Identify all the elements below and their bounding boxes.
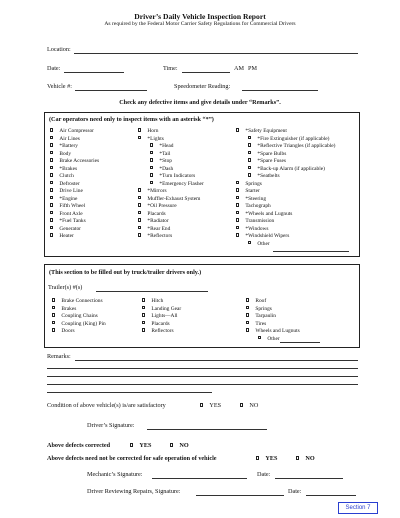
checkbox-icon[interactable] [50, 143, 53, 146]
remarks-line-3[interactable] [47, 376, 358, 377]
checkbox-icon[interactable] [150, 166, 153, 169]
checkbox-icon[interactable] [142, 306, 145, 309]
checklist-item[interactable] [248, 143, 335, 150]
checkbox-icon[interactable] [236, 203, 239, 206]
checkbox-icon[interactable] [50, 181, 53, 184]
checkbox-icon[interactable] [256, 456, 259, 459]
checkbox-icon[interactable] [236, 218, 239, 221]
checklist-item[interactable] [138, 136, 164, 143]
not-corrected-yes-option[interactable]: YES [256, 455, 277, 462]
checkbox-icon[interactable] [246, 313, 249, 316]
checklist-item[interactable] [52, 321, 106, 328]
time-label: Time: [163, 65, 178, 72]
checklist-item-label: Springs [255, 305, 272, 312]
checklist-item-label: Defroster [59, 180, 80, 187]
checkbox-icon[interactable] [142, 328, 145, 331]
checkbox-icon[interactable] [138, 211, 141, 214]
checkbox-icon[interactable] [150, 151, 153, 154]
checklist-item[interactable] [52, 313, 98, 320]
checklist-item-label: *Head [159, 143, 174, 149]
checklist-item[interactable] [150, 181, 204, 188]
checklist-item[interactable] [138, 233, 172, 240]
checkbox-icon[interactable] [50, 173, 53, 176]
reviewer-signature-label: Driver Reviewing Repairs, Signature: [87, 488, 181, 495]
checklist-item-label: Front Axle [59, 210, 83, 217]
checkbox-icon[interactable] [52, 328, 55, 331]
checklist-item[interactable] [236, 233, 289, 240]
defects-corrected-label: Above defects corrected [47, 442, 111, 449]
not-corrected-no-option[interactable]: NO [296, 455, 315, 462]
checklist-item-label: Transmission [245, 218, 275, 224]
checklist-item-label: *Oil Pressure [147, 203, 177, 209]
checkbox-icon[interactable] [248, 158, 251, 161]
checkbox-icon[interactable] [246, 321, 249, 324]
car-other-field[interactable] [273, 251, 349, 252]
checklist-item-label: Other [257, 240, 270, 247]
checklist-item-label: *Safety Equipment [245, 128, 287, 134]
checklist-item-label: Heater [59, 233, 74, 239]
remarks-line-5[interactable] [47, 392, 212, 393]
corrected-no-option[interactable]: NO [170, 442, 189, 449]
checkbox-icon[interactable] [50, 166, 53, 169]
checklist-item[interactable] [258, 336, 280, 343]
checklist-item-label: Tachograph [245, 203, 271, 209]
checklist-item[interactable] [138, 218, 169, 225]
checkbox-icon[interactable] [138, 203, 141, 206]
checkbox-icon[interactable] [138, 128, 141, 131]
checklist-item[interactable] [248, 241, 270, 248]
checklist-item[interactable] [138, 226, 170, 233]
checkbox-icon[interactable] [50, 218, 53, 221]
checklist-item[interactable] [150, 166, 173, 173]
checkbox-icon[interactable] [150, 143, 153, 146]
section-tag: Section 7 [338, 502, 378, 514]
checkbox-icon[interactable] [50, 136, 53, 139]
checklist-item[interactable] [50, 166, 77, 173]
checkbox-icon[interactable] [50, 158, 53, 161]
checklist-item[interactable] [236, 181, 262, 188]
checklist-item-label: *Windows [245, 225, 269, 232]
checklist-item[interactable] [50, 181, 80, 188]
checklist-item-label: *Seatbelts [257, 173, 280, 179]
checklist-item[interactable] [248, 151, 286, 158]
condition-no-option[interactable]: NO [240, 402, 258, 409]
am-label[interactable]: AM [234, 65, 244, 72]
checkbox-icon[interactable] [138, 196, 141, 199]
checklist-item-label: *Stop [159, 158, 172, 164]
checklist-item[interactable] [50, 151, 71, 158]
remarks-line-2[interactable] [47, 368, 358, 369]
checklist-item-label: *Brakes [59, 165, 78, 172]
defects-not-corrected-label: Above defects need not be corrected for safe operation of vehicle [47, 455, 217, 462]
checklist-item[interactable] [142, 306, 181, 313]
checklist-item[interactable] [138, 128, 158, 135]
reviewer-signature-field[interactable] [196, 495, 284, 496]
checklist-item[interactable] [150, 173, 195, 180]
checkbox-icon[interactable] [138, 226, 141, 229]
checkbox-icon[interactable] [50, 203, 53, 206]
checklist-item[interactable] [138, 203, 177, 210]
date-label: Date: [47, 65, 61, 72]
checklist-item-label: *Windshield Wipers [245, 233, 290, 239]
checklist-item-label: *Reflectors [147, 233, 173, 239]
checklist-item[interactable] [50, 136, 80, 143]
checklist-item[interactable] [50, 218, 86, 225]
reviewer-date-label: Date: [288, 488, 302, 495]
remarks-label: Remarks: [47, 353, 71, 360]
checklist-item-label: Hitch [151, 298, 164, 304]
driver-signature-label: Driver’s Signature: [87, 422, 135, 429]
mechanic-signature-label: Mechanic’s Signature: [87, 471, 143, 478]
checklist-item[interactable] [248, 158, 286, 165]
checkbox-icon[interactable] [248, 166, 251, 169]
checklist-item[interactable] [246, 306, 272, 313]
checklist-item[interactable] [50, 226, 81, 233]
condition-label: Condition of above vehicle(s) is/are satisfactory [47, 402, 166, 409]
checklist-item[interactable] [50, 188, 83, 195]
checklist-item[interactable] [236, 128, 287, 135]
checklist-item-label: Doors [61, 328, 75, 334]
checkbox-icon[interactable] [50, 211, 53, 214]
checklist-item[interactable] [52, 328, 75, 335]
checklist-item[interactable] [50, 158, 99, 165]
checklist-item[interactable] [138, 211, 166, 218]
checkbox-icon[interactable] [142, 321, 145, 324]
checklist-item[interactable] [52, 298, 103, 305]
checklist-item-label: *Mirrors [147, 188, 167, 194]
condition-yes-option[interactable]: YES [200, 402, 221, 409]
checklist-item-label: *Tail [159, 150, 171, 157]
checklist-item-label: *Battery [59, 143, 78, 149]
checklist-item-label: Other [267, 335, 280, 342]
checklist-item[interactable] [246, 321, 266, 328]
checklist-item[interactable] [142, 313, 177, 320]
checklist-item-label: *Lights [147, 135, 164, 142]
checklist-item-label: Coupling Chains [61, 313, 98, 319]
checklist-item-label: Brake Connections [61, 298, 103, 304]
checklist-item-label: Drive Line [59, 188, 83, 194]
checkbox-icon[interactable] [296, 456, 299, 459]
pm-label[interactable]: PM [248, 65, 257, 72]
date-field[interactable] [64, 72, 124, 73]
speedometer-label: Speedometer Reading: [174, 83, 231, 90]
checklist-item-label: Springs [245, 180, 262, 187]
checklist-item-label: *Turn Indicators [159, 173, 196, 179]
trailers-field[interactable] [96, 291, 208, 292]
reviewer-date-field[interactable] [306, 495, 356, 496]
checkbox-icon[interactable] [246, 298, 249, 301]
checklist-item[interactable] [150, 143, 173, 150]
remarks-line-4[interactable] [47, 384, 358, 385]
speedometer-field[interactable] [242, 90, 318, 91]
checklist-item-label: *Fuel Tanks [59, 218, 86, 224]
checklist-item[interactable] [246, 313, 276, 320]
checklist-item[interactable] [50, 196, 77, 203]
truck-other-field[interactable] [280, 342, 320, 343]
checkbox-icon[interactable] [236, 226, 239, 229]
checklist-item-label: Muffler-Exhaust System [147, 195, 201, 202]
checklist-item-label: Placards [147, 210, 166, 217]
checklist-item-label: Fifth Wheel [59, 203, 86, 209]
checklist-item-label: Clutch [59, 173, 74, 179]
mechanic-date-field[interactable] [275, 478, 343, 479]
checklist-item[interactable] [236, 211, 292, 218]
checkbox-icon[interactable] [50, 226, 53, 229]
checkbox-icon[interactable] [138, 233, 141, 236]
checkbox-icon[interactable] [150, 158, 153, 161]
checklist-item-label: Tires [255, 320, 267, 327]
checklist-item[interactable] [248, 166, 325, 173]
checkbox-icon[interactable] [248, 136, 251, 139]
checkbox-icon[interactable] [170, 443, 173, 446]
trailers-label: Trailer(s) #(s) [48, 284, 83, 291]
mechanic-signature-field[interactable] [152, 478, 247, 479]
corrected-yes-option[interactable]: YES [130, 442, 151, 449]
checklist-item[interactable] [50, 203, 85, 210]
checklist-item-label: Landing Gear [151, 305, 182, 312]
checklist-item[interactable] [150, 158, 172, 165]
checklist-item-label: *Engine [59, 195, 78, 202]
checkbox-icon[interactable] [236, 181, 239, 184]
location-field[interactable] [74, 53, 358, 54]
checklist-item-label: *Rear End [147, 225, 171, 232]
checklist-item[interactable] [246, 328, 300, 335]
instructions-text: Check any defective items and give details under “Remarks”. [119, 99, 281, 106]
checklist-item-label: *Dash [159, 165, 174, 172]
checkbox-icon[interactable] [240, 403, 243, 406]
checklist-item[interactable] [138, 188, 167, 195]
checklist-item-label: Tarpaulin [255, 313, 276, 319]
driver-signature-field[interactable] [147, 429, 267, 430]
checklist-item[interactable] [50, 211, 83, 218]
checklist-item-label: *Back-up Alarm (if applicable) [257, 165, 325, 172]
checklist-item[interactable] [236, 203, 271, 210]
checkbox-icon[interactable] [50, 196, 53, 199]
checkbox-icon[interactable] [200, 403, 203, 406]
checklist-item-label: Body [59, 150, 72, 157]
vehicle-label: Vehicle #: [47, 83, 72, 90]
checklist-item[interactable] [50, 173, 74, 180]
checkbox-icon[interactable] [248, 151, 251, 154]
checklist-item-label: Reflectors [151, 328, 174, 334]
checklist-item-label: *Spare Bulbs [257, 150, 287, 157]
checkbox-icon[interactable] [150, 181, 153, 184]
checklist-item-label: Wheels and Lugnuts [255, 328, 300, 334]
truck-box-heading: (This section to be filled out by truck/trailer drivers only.) [49, 269, 202, 276]
checkbox-icon[interactable] [236, 128, 239, 131]
form-title: Driver’s Daily Vehicle Inspection Report [134, 12, 266, 21]
checklist-item-label: Placards [151, 320, 170, 327]
checklist-item-label: Horn [147, 128, 159, 134]
checklist-item-label: *Reflective Triangles (if applicable) [257, 143, 336, 149]
checkbox-icon[interactable] [50, 188, 53, 191]
checklist-item-label: Generator [59, 225, 81, 232]
checkbox-icon[interactable] [150, 173, 153, 176]
checkbox-icon[interactable] [52, 321, 55, 324]
checklist-item[interactable] [248, 136, 329, 143]
checklist-item[interactable] [50, 233, 74, 240]
checkbox-icon[interactable] [138, 136, 141, 139]
checklist-item-label: *Wheels and Lugnuts [245, 210, 293, 217]
checklist-item[interactable] [142, 298, 163, 305]
mechanic-date-label: Date: [257, 471, 271, 478]
checkbox-icon[interactable] [248, 143, 251, 146]
checkbox-icon[interactable] [236, 233, 239, 236]
checkbox-icon[interactable] [52, 306, 55, 309]
checklist-item-label: *Emergency Flasher [159, 180, 204, 187]
checklist-item[interactable] [236, 226, 269, 233]
checkbox-icon[interactable] [236, 196, 239, 199]
car-box-heading: (Car operators need only to inspect items with an asterisk “*”) [49, 116, 214, 123]
checklist-item-label: *Spare Fuses [257, 158, 286, 164]
checkbox-icon[interactable] [142, 298, 145, 301]
checkbox-icon[interactable] [50, 233, 53, 236]
checklist-item[interactable] [138, 196, 200, 203]
checklist-item-label: *Steering [245, 195, 267, 202]
checklist-item-label: *Fire Extinguisher (if applicable) [257, 135, 330, 142]
checkbox-icon[interactable] [248, 173, 251, 176]
checklist-item[interactable] [50, 143, 78, 150]
checkbox-icon[interactable] [246, 306, 249, 309]
checkbox-icon[interactable] [130, 443, 133, 446]
truck-inspection-box [44, 264, 360, 348]
checklist-item-label: Lights—All [151, 313, 178, 319]
checklist-item[interactable] [236, 188, 260, 195]
vehicle-field[interactable] [75, 90, 147, 91]
checklist-item[interactable] [248, 173, 280, 180]
time-field[interactable] [182, 72, 230, 73]
checklist-item[interactable] [50, 128, 94, 135]
checkbox-icon[interactable] [52, 298, 55, 301]
checklist-item[interactable] [142, 328, 174, 335]
checkbox-icon[interactable] [138, 218, 141, 221]
checkbox-icon[interactable] [236, 188, 239, 191]
checklist-item-label: Starter [245, 188, 260, 194]
checkbox-icon[interactable] [236, 211, 239, 214]
checklist-item[interactable] [52, 306, 76, 313]
location-label: Location: [47, 46, 71, 53]
checklist-item[interactable] [142, 321, 170, 328]
checklist-item[interactable] [246, 298, 266, 305]
checkbox-icon[interactable] [52, 313, 55, 316]
checkbox-icon[interactable] [246, 328, 249, 331]
checklist-item-label: Coupling (King) Pin [61, 320, 106, 327]
checklist-item-label: Air Lines [59, 135, 80, 142]
checklist-item[interactable] [236, 218, 274, 225]
checklist-item-label: Air Compressor [59, 128, 94, 134]
checklist-item-label: *Radiator [147, 218, 169, 224]
checklist-item[interactable] [150, 151, 170, 158]
checkbox-icon[interactable] [248, 241, 251, 244]
checklist-item-label: Roof [255, 298, 267, 304]
checkbox-icon[interactable] [258, 336, 261, 339]
checklist-item-label: Brake Accessories [59, 158, 100, 164]
form-subtitle: As required by the Federal Motor Carrier Safety Regulations for Commercial Drivers [104, 21, 296, 27]
checkbox-icon[interactable] [142, 313, 145, 316]
checkbox-icon[interactable] [50, 128, 53, 131]
remarks-line-1[interactable] [75, 360, 358, 361]
checklist-item[interactable] [236, 196, 266, 203]
checkbox-icon[interactable] [138, 188, 141, 191]
checklist-item-label: Brakes [61, 305, 77, 312]
checkbox-icon[interactable] [50, 151, 53, 154]
